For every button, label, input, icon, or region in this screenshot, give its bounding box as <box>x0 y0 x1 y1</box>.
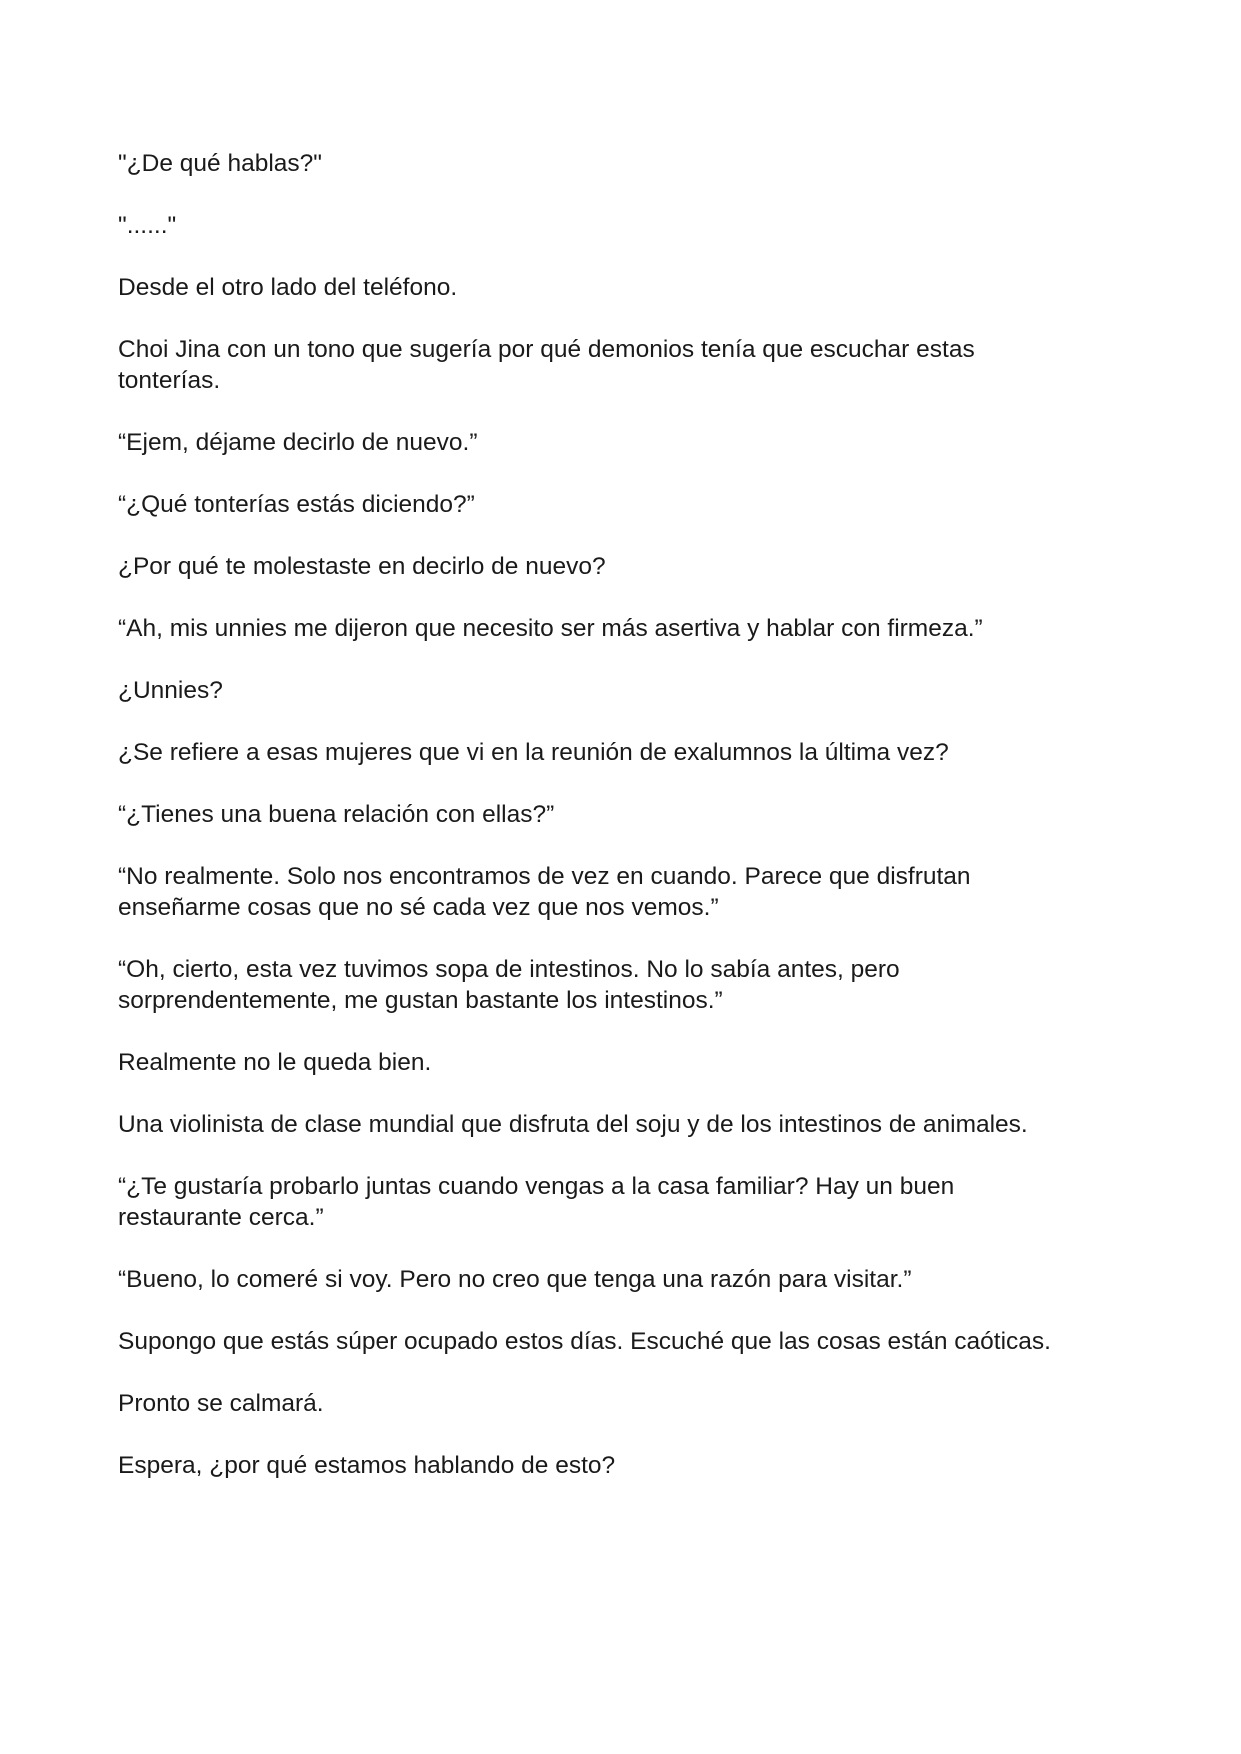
paragraph: Una violinista de clase mundial que disfruta del soju y de los intestinos de animales. <box>118 1111 1028 1138</box>
paragraph: "¿De qué hablas?" <box>118 150 322 177</box>
paragraph: “¿Qué tonterías estás diciendo?” <box>118 491 475 518</box>
document-body <box>118 148 1078 1512</box>
paragraph: “Oh, cierto, esta vez tuvimos sopa de intestinos. No lo sabía antes, pero sorprendentemente, me gustan bastante los intestinos.” <box>118 956 900 1014</box>
paragraph: “No realmente. Solo nos encontramos de vez en cuando. Parece que disfrutan enseñarme cosas que no sé cada vez que nos vemos.” <box>118 863 971 921</box>
paragraph: “Bueno, lo comeré si voy. Pero no creo que tenga una razón para visitar.” <box>118 1266 912 1293</box>
paragraph: ¿Se refiere a esas mujeres que vi en la reunión de exalumnos la última vez? <box>118 739 949 766</box>
paragraph: Desde el otro lado del teléfono. <box>118 274 458 301</box>
paragraph: “¿Te gustaría probarlo juntas cuando vengas a la casa familiar? Hay un buen restaurante cerca.” <box>118 1173 955 1231</box>
paragraph: Realmente no le queda bien. <box>118 1049 432 1076</box>
paragraph: ¿Por qué te molestaste en decirlo de nuevo? <box>118 553 606 580</box>
paragraph: Espera, ¿por qué estamos hablando de esto? <box>118 1452 616 1479</box>
paragraph: Supongo que estás súper ocupado estos días. Escuché que las cosas están caóticas. <box>118 1328 1051 1355</box>
paragraph: “¿Tienes una buena relación con ellas?” <box>118 801 555 828</box>
paragraph: "......" <box>118 212 177 239</box>
paragraph: Choi Jina con un tono que sugería por qué demonios tenía que escuchar estas tonterías. <box>118 336 975 394</box>
paragraph: “Ah, mis unnies me dijeron que necesito ser más asertiva y hablar con firmeza.” <box>118 615 983 642</box>
paragraph: ¿Unnies? <box>118 677 223 704</box>
paragraph: Pronto se calmará. <box>118 1390 324 1417</box>
paragraph: “Ejem, déjame decirlo de nuevo.” <box>118 429 478 456</box>
